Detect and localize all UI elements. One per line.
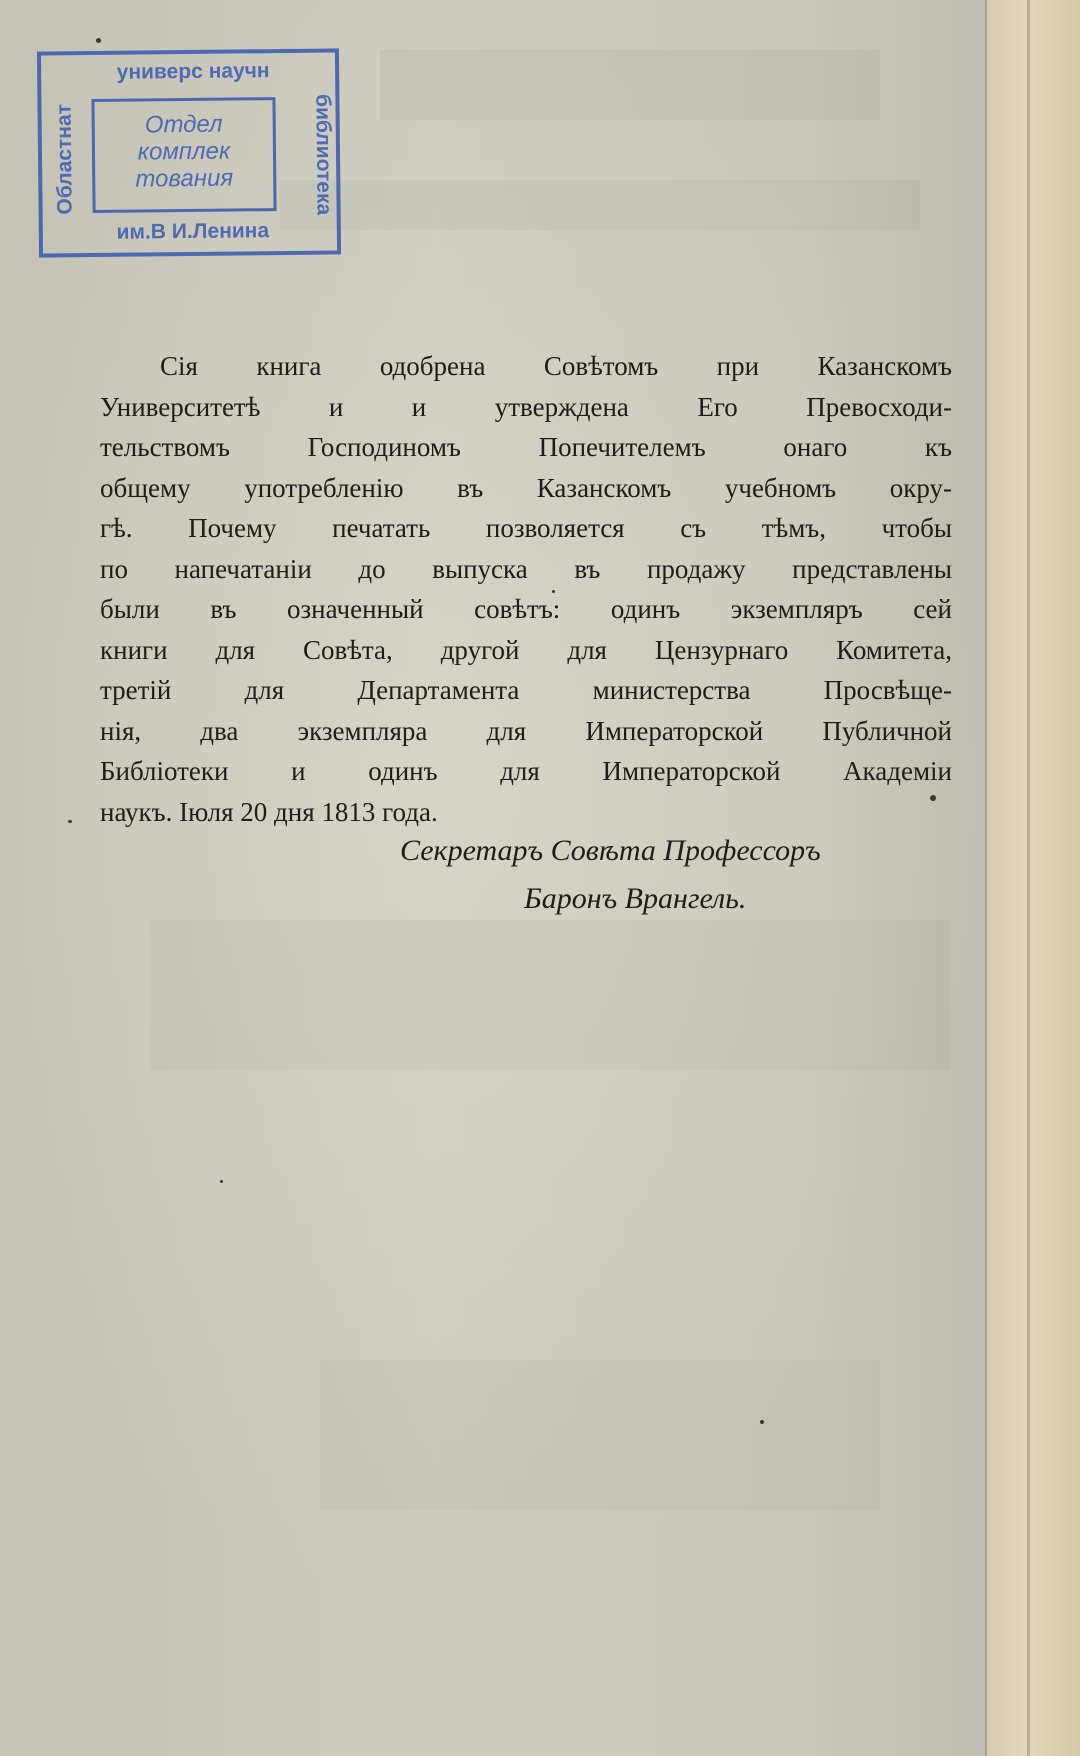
stamp-center-line: тования	[135, 164, 234, 193]
censorship-approval-text	[100, 346, 952, 832]
text-line: общему употребленію въ Казанскомъ учебномъ окру-	[100, 472, 952, 503]
text-line: по напечатаніи до выпуска въ продажу представлены	[100, 553, 952, 584]
stamp-left-text: Областнат	[52, 103, 77, 215]
stamp-center-line: комплек	[137, 137, 231, 166]
text-line: Университетѣ и и утверждена Его Превосходи-	[100, 391, 952, 422]
text-line: гѣ. Почему печатать позволяется съ тѣмъ, чтобы	[100, 513, 952, 543]
stamp-center-line: Отдел	[144, 110, 223, 139]
text-line: Библіотеки и одинъ для Императорской Академіи	[100, 756, 952, 786]
signature-title: Секретаръ Совѣта Профессоръ	[400, 834, 821, 867]
text-line: книги для Совѣта, другой для Цензурнаго Комитета,	[100, 634, 952, 665]
adjacent-page-edge	[985, 0, 1080, 1756]
show-through-block-bottom	[320, 1360, 880, 1510]
stamp-inner-box	[91, 97, 276, 213]
text-line: третій для Департамента министерства Просвѣще-	[100, 675, 952, 705]
stamp-bottom-text: им.В И.Ленина	[116, 219, 270, 244]
stamp-top-text: универс научн	[116, 59, 270, 84]
signature-name: Баронъ Врангель.	[524, 882, 747, 915]
text-line: наукъ. Іюля 20 дня 1813 года.	[100, 796, 438, 827]
stamp-right-text: библиотека	[311, 93, 336, 216]
library-stamp	[37, 48, 341, 257]
show-through-block-top	[380, 50, 880, 120]
show-through-block-lower	[150, 920, 950, 1070]
text-line: Сія книга одобрена Совѣтомъ при Казанскомъ	[160, 351, 952, 381]
text-line: нія, два экземпляра для Императорской Публичной	[100, 715, 952, 746]
text-line: были въ означенный совѣтъ: одинъ экземпляръ сей	[100, 594, 952, 624]
show-through-block-mid	[280, 180, 920, 230]
text-line: тельствомъ Господиномъ Попечителемъ онаго къ	[100, 432, 952, 462]
